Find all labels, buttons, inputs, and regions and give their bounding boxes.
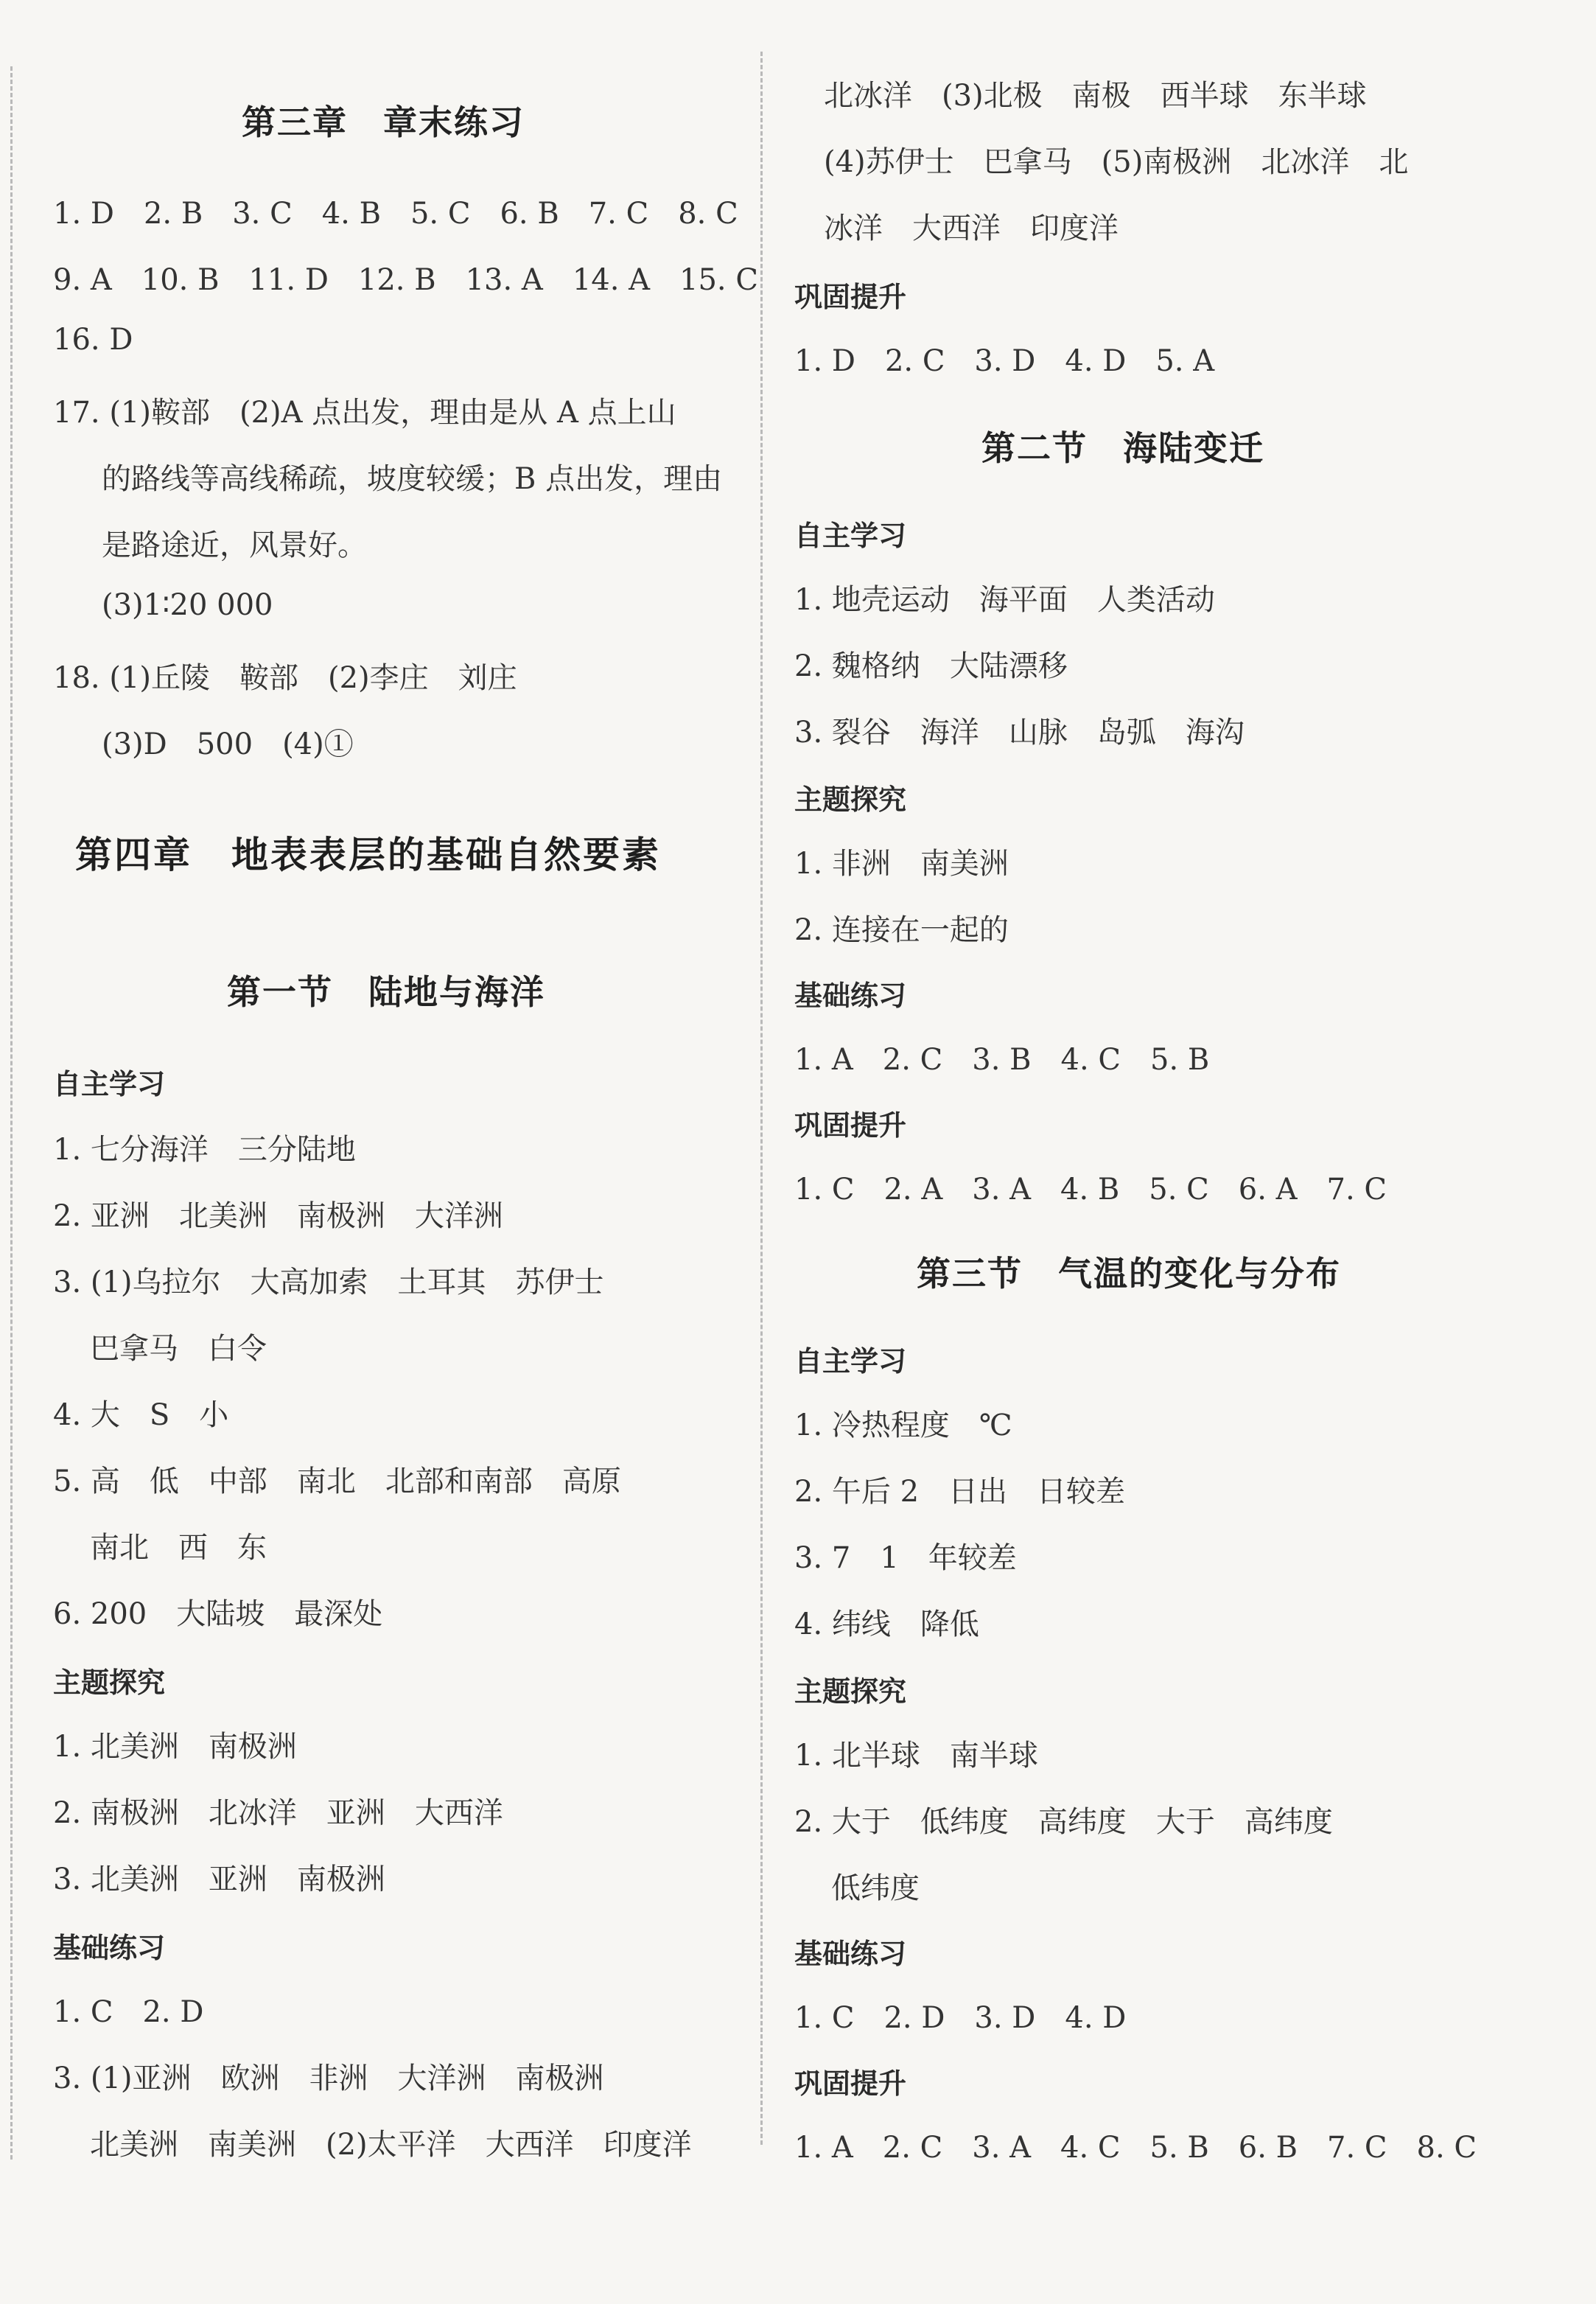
answer-line: 2. 午后 2 日出 日较差	[794, 1475, 1126, 1509]
answer-line: 1. 北美洲 南极洲	[53, 1730, 297, 1764]
subhead: 主题探究	[53, 1666, 166, 1699]
answer-line: 1. D 2. C 3. D 4. D 5. A	[794, 344, 1215, 378]
answer-line: 1. A 2. C 3. B 4. C 5. B	[794, 1043, 1210, 1077]
subhead: 主题探究	[794, 783, 907, 816]
answer-line: 2. 连接在一起的	[794, 913, 1009, 947]
answer-line: 1. A 2. C 3. A 4. C 5. B 6. B 7. C 8. C	[794, 2131, 1477, 2165]
answer-line: 北冰洋 (3)北极 南极 西半球 东半球	[824, 79, 1367, 113]
subhead: 巩固提升	[794, 281, 907, 313]
column-separator	[10, 66, 13, 2160]
answer-line: 4. 纬线 降低	[794, 1607, 979, 1641]
answer-line: 3. 7 1 年较差	[794, 1541, 1017, 1575]
answer-line: 1. D 2. B 3. C 4. B 5. C 6. B 7. C 8. C	[53, 197, 738, 231]
subhead: 基础练习	[53, 1932, 166, 1964]
subhead: 巩固提升	[794, 2067, 907, 2100]
answer-line: 4. 大 S 小	[53, 1398, 229, 1432]
answer-line: 1. C 2. D 3. D 4. D	[794, 2001, 1127, 2035]
subhead: 巩固提升	[794, 1109, 907, 1142]
section3-title: 第三节 气温的变化与分布	[917, 1254, 1341, 1294]
answer-line: 3. 北美洲 亚洲 南极洲	[53, 1863, 385, 1896]
answer-line: 3. (1)乌拉尔 大高加索 土耳其 苏伊士	[53, 1266, 604, 1299]
answer-line: 17. (1)鞍部 (2)A 点出发，理由是从 A 点上山	[53, 396, 676, 430]
answer-line: 3. 裂谷 海洋 山脉 岛弧 海沟	[794, 716, 1245, 750]
answer-line: 3. (1)亚洲 欧洲 非洲 大洋洲 南极洲	[53, 2062, 604, 2095]
answer-line: 1. 七分海洋 三分陆地	[53, 1133, 356, 1167]
answer-line: 1. 非洲 南美洲	[794, 847, 1009, 881]
answer-line: 1. 北半球 南半球	[794, 1739, 1038, 1773]
section2-title: 第二节 海陆变迁	[981, 428, 1264, 468]
subhead: 自主学习	[794, 1345, 907, 1378]
answer-line: 的路线等高线稀疏，坡度较缓；B 点出发，理由	[102, 462, 723, 496]
chapter4-title: 第四章 地表表层的基础自然要素	[75, 834, 661, 876]
answer-line: (4)苏伊士 巴拿马 (5)南极洲 北冰洋 北	[824, 145, 1409, 179]
answer-line: 16. D	[53, 323, 133, 357]
answer-line: 2. 大于 低纬度 高纬度 大于 高纬度	[794, 1805, 1333, 1839]
answer-line: 5. 高 低 中部 南北 北部和南部 高原	[53, 1465, 621, 1498]
answer-line: 9. A 10. B 11. D 12. B 13. A 14. A 15. C	[53, 263, 758, 297]
answer-line: 1. 冷热程度 ℃	[794, 1408, 1012, 1442]
answer-line: 低纬度	[831, 1871, 920, 1905]
answer-line: 南北 西 东	[90, 1531, 267, 1565]
subhead: 自主学习	[53, 1068, 166, 1100]
section1-title: 第一节 陆地与海洋	[227, 972, 545, 1012]
answer-line: 1. 地壳运动 海平面 人类活动	[794, 583, 1215, 617]
answer-line: 2. 魏格纳 大陆漂移	[794, 649, 1068, 683]
subhead: 基础练习	[794, 980, 907, 1012]
answer-line: 1. C 2. A 3. A 4. B 5. C 6. A 7. C	[794, 1173, 1387, 1207]
answer-line: 18. (1)丘陵 鞍部 (2)李庄 刘庄	[53, 661, 517, 695]
answer-line: 是路途近，风景好。	[102, 528, 367, 562]
answer-line: 2. 南极洲 北冰洋 亚洲 大西洋	[53, 1796, 503, 1830]
answer-line: 1. C 2. D	[53, 1995, 204, 2029]
subhead: 基础练习	[794, 1938, 907, 1970]
answer-line: 巴拿马 白令	[90, 1332, 267, 1366]
subhead: 自主学习	[794, 520, 907, 552]
answer-line: 2. 亚洲 北美洲 南极洲 大洋洲	[53, 1199, 503, 1233]
chapter3-review-title: 第三章 章末练习	[242, 102, 525, 142]
answer-line: 冰洋 大西洋 印度洋	[824, 212, 1119, 245]
subhead: 主题探究	[794, 1675, 907, 1708]
column-separator	[760, 52, 763, 2145]
answer-line: 北美洲 南美洲 (2)太平洋 大西洋 印度洋	[90, 2128, 692, 2162]
answer-line: (3)1∶20 000	[102, 588, 273, 622]
answer-line: (3)D 500 (4)①	[102, 727, 354, 761]
answer-line: 6. 200 大陆坡 最深处	[53, 1597, 383, 1631]
